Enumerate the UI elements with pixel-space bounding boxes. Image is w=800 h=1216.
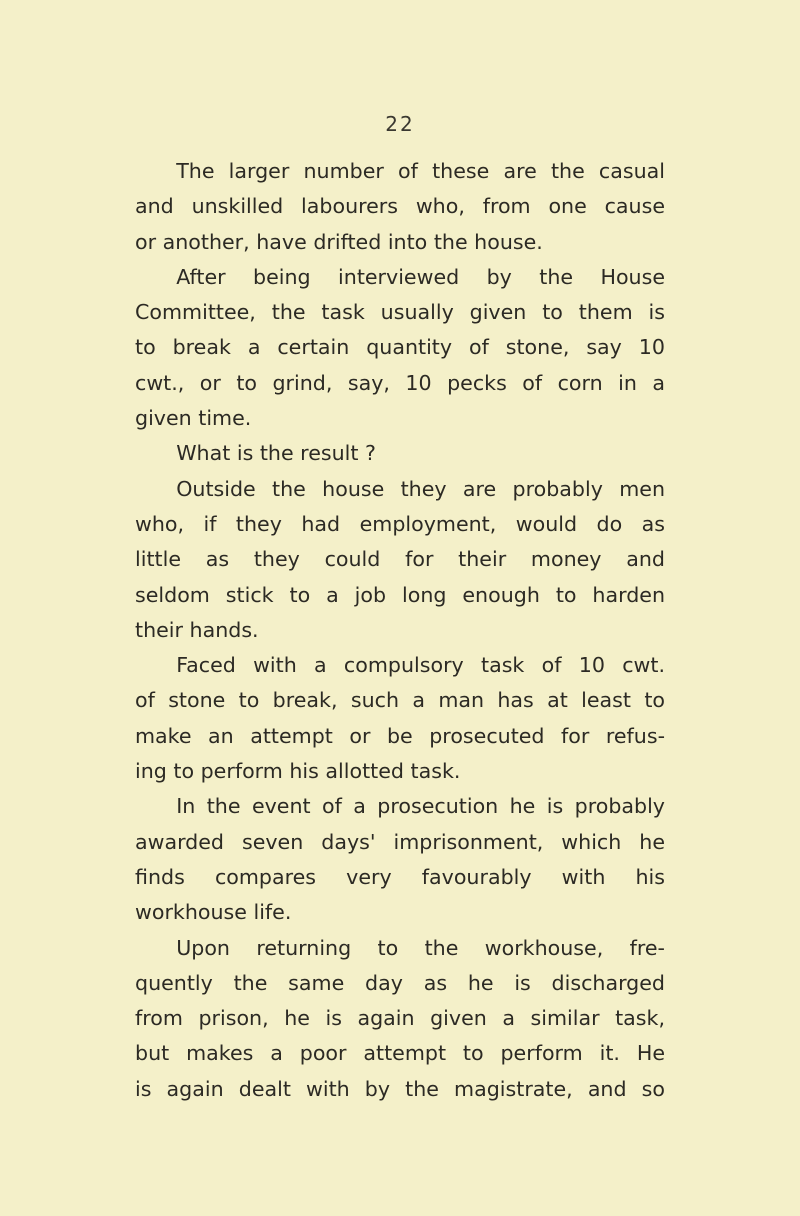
text-line: Faced with a compulsory task of 10 cwt. bbox=[176, 653, 665, 678]
paragraph-prosecution bbox=[135, 789, 665, 930]
text-line: awarded seven days' imprisonment, which he bbox=[135, 829, 665, 854]
paragraph-casual-labourers bbox=[135, 154, 665, 260]
text-line: Committee, the task usually given to them is bbox=[135, 300, 665, 325]
text-line: workhouse life. bbox=[135, 900, 292, 925]
text-line: Upon returning to the workhouse, fre- bbox=[176, 935, 665, 960]
text-line: who, if they had employment, would do as bbox=[135, 511, 665, 536]
paragraph-result-question bbox=[135, 436, 665, 471]
text-line: of stone to break, such a man has at least to bbox=[135, 688, 665, 713]
text-line: little as they could for their money and bbox=[135, 547, 665, 572]
text-line: and unskilled labourers who, from one cause bbox=[135, 194, 665, 219]
text-line: to break a certain quantity of stone, say 10 bbox=[135, 335, 665, 360]
text-line: Outside the house they are probably men bbox=[176, 476, 665, 501]
paragraph-outside-house bbox=[135, 472, 665, 648]
text-line: finds compares very favourably with his bbox=[135, 864, 665, 889]
paragraph-house-committee bbox=[135, 260, 665, 436]
text-line: The larger number of these are the casual bbox=[176, 159, 665, 183]
text-line: cwt., or to grind, say, 10 pecks of corn in a bbox=[135, 370, 665, 395]
text-line: is again dealt with by the magistrate, and so bbox=[135, 1076, 665, 1101]
text-line: make an attempt or be prosecuted for refus- bbox=[135, 723, 665, 748]
paragraph-compulsory-task bbox=[135, 648, 665, 789]
text-line: In the event of a prosecution he is probably bbox=[176, 794, 665, 819]
text-line: ing to perform his allotted task. bbox=[135, 759, 461, 784]
text-line: After being interviewed by the House bbox=[176, 264, 665, 289]
text-line: seldom stick to a job long enough to harden bbox=[135, 582, 665, 607]
text-line: their hands. bbox=[135, 617, 259, 642]
body-text bbox=[135, 154, 665, 1107]
paragraph-returning bbox=[135, 931, 665, 1107]
page-number: 22 bbox=[385, 112, 415, 136]
text-line: quently the same day as he is discharged bbox=[135, 970, 665, 995]
text-line: What is the result ? bbox=[176, 441, 376, 466]
text-line: given time. bbox=[135, 406, 252, 431]
text-line: but makes a poor attempt to perform it. He bbox=[135, 1041, 665, 1066]
text-line: from prison, he is again given a similar task, bbox=[135, 1006, 665, 1031]
text-line: or another, have drifted into the house. bbox=[135, 229, 543, 254]
